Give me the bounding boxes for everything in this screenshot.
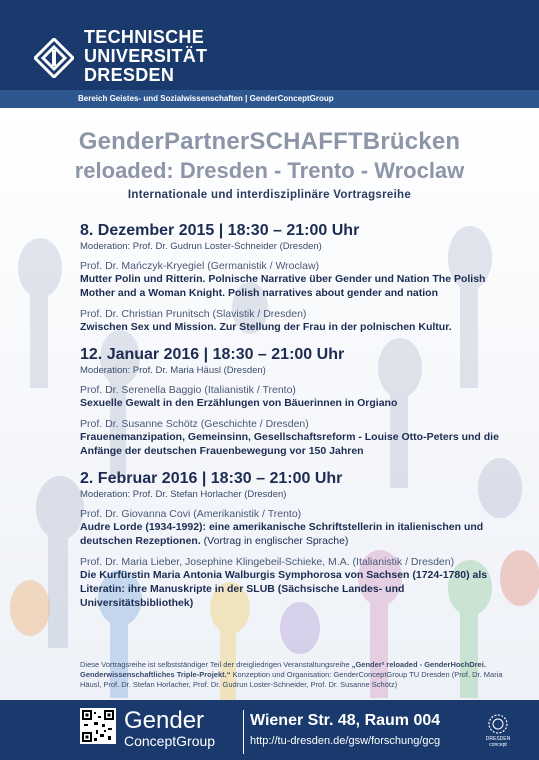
tu-dresden-logo-icon (34, 38, 74, 78)
logo-line-3: DRESDEN (84, 65, 175, 85)
talk-title: Zwischen Sex und Mission. Zur Stellung der Frau in der polnischen Kultur. (80, 321, 452, 333)
title-line-3: Internationale und interdisziplinäre Vortragsreihe (127, 189, 412, 201)
header-bar (0, 0, 539, 90)
venue-address: Wiener Str. 48, Raum 004 (250, 712, 441, 729)
talk-title: Mutter Polin und Ritterin. Polnische Narrative über Gender und Nation The Polish Mother and a Woman Knight. Polish narratives about gender and nation (80, 273, 486, 299)
university-name (84, 28, 207, 85)
event-date: 12. Januar 2016 | 18:30 – 21:00 Uhr (80, 346, 345, 363)
title-line-1: GenderPartnerSCHAFFTBrücken (78, 128, 461, 155)
concept-group-text: ConceptGroup (124, 733, 216, 749)
logo-line-2: UNIVERSITÄT (84, 46, 208, 66)
talk-speaker: Prof. Dr. Christian Prunitsch (Slavistik / Dresden) (80, 308, 307, 320)
event-block (80, 222, 500, 334)
footnote-intro: Diese Vortragsreihe ist selbstständiger Teil der dreigliedrigen Veranstaltungsreihe (80, 660, 352, 669)
subheader-text: Bereich Geistes- und Sozialwissenschaften | GenderConceptGroup (78, 94, 334, 103)
talk-title: Sexuelle Gewalt in den Erzählungen von Bäuerinnen in Orgiano (80, 397, 398, 409)
talk-speaker: Prof. Dr. Susanne Schötz (Geschichte / Dresden) (80, 418, 309, 430)
event-moderation: Moderation: Prof. Dr. Stefan Horlacher (Dresden) (80, 489, 287, 500)
talk-title: Die Kurfürstin Maria Antonia Walburgis Symphorosa von Sachsen (1724-1780) als Literatin: ihre Manuskripte in der SLUB (Sächsische Landes- und Universitätsbibliothek) (80, 569, 488, 609)
qr-code-icon[interactable] (80, 708, 116, 744)
talk-speaker: Prof. Dr. Giovanna Covi (Amerikanistik / Trento) (80, 508, 302, 520)
talk-speaker: Prof. Dr. Serenella Baggio (Italianistik / Trento) (80, 384, 296, 396)
footnote-organizers: Konzeption und Organisation: GenderConceptGroup TU Dresden (Prof. Dr. Maria Häusl, Prof. Dr. Stefan Horlacher, Prof. Dr. Gudrun Loster-Schneider, Prof. Dr. Susanne Schötz) (80, 670, 503, 689)
event-date: 2. Februar 2016 | 18:30 – 21:00 Uhr (80, 470, 343, 487)
talk-title: Frauenemanzipation, Gemeinsinn, Gesellschaftsreform - Louise Otto-Peters und die Anfänge der deutschen Frauenbewegung vor 150 Jahren (80, 431, 499, 457)
series-footnote (80, 660, 505, 690)
event-block (80, 470, 500, 610)
event-block (80, 346, 500, 458)
dresden-concept-label: DRESDEN concept (485, 736, 511, 748)
logo-line-1: TECHNISCHE (84, 27, 205, 47)
talk-title (80, 520, 500, 548)
event-date: 8. Dezember 2015 | 18:30 – 21:00 Uhr (80, 222, 360, 239)
title-line-2: reloaded: Dresden - Trento - Wroclaw (74, 158, 465, 183)
talk-speaker: Prof. Dr. Maria Lieber, Josephine Klingebeil-Schieke, M.A. (Italianistik / Dresden) (80, 556, 455, 568)
talk-language-note: (Vortrag in englischer Sprache) (200, 535, 349, 547)
event-list (80, 222, 500, 622)
footnote-series-name: „Gender² reloaded - GenderHochDrei. Genderwissenschaftliches Triple-Projekt.“ (80, 660, 486, 679)
subheader-bar (0, 90, 539, 108)
talk-title-text: Audre Lorde (1934-1992): eine amerikanische Schriftstellerin in italienischen und deutschen Rezeptionen. (80, 521, 484, 547)
talk-speaker: Prof. Dr. Mańczyk-Kryegiel (Germanistik / Wroclaw) (80, 260, 320, 272)
footer-divider (243, 710, 244, 754)
event-moderation: Moderation: Prof. Dr. Maria Häusl (Dresden) (80, 365, 266, 376)
gender-logo-text: Gender (124, 707, 205, 734)
website-link[interactable]: http://tu-dresden.de/gsw/forschung/gcg (250, 735, 441, 747)
event-moderation: Moderation: Prof. Dr. Gudrun Loster-Schneider (Dresden) (80, 241, 322, 252)
